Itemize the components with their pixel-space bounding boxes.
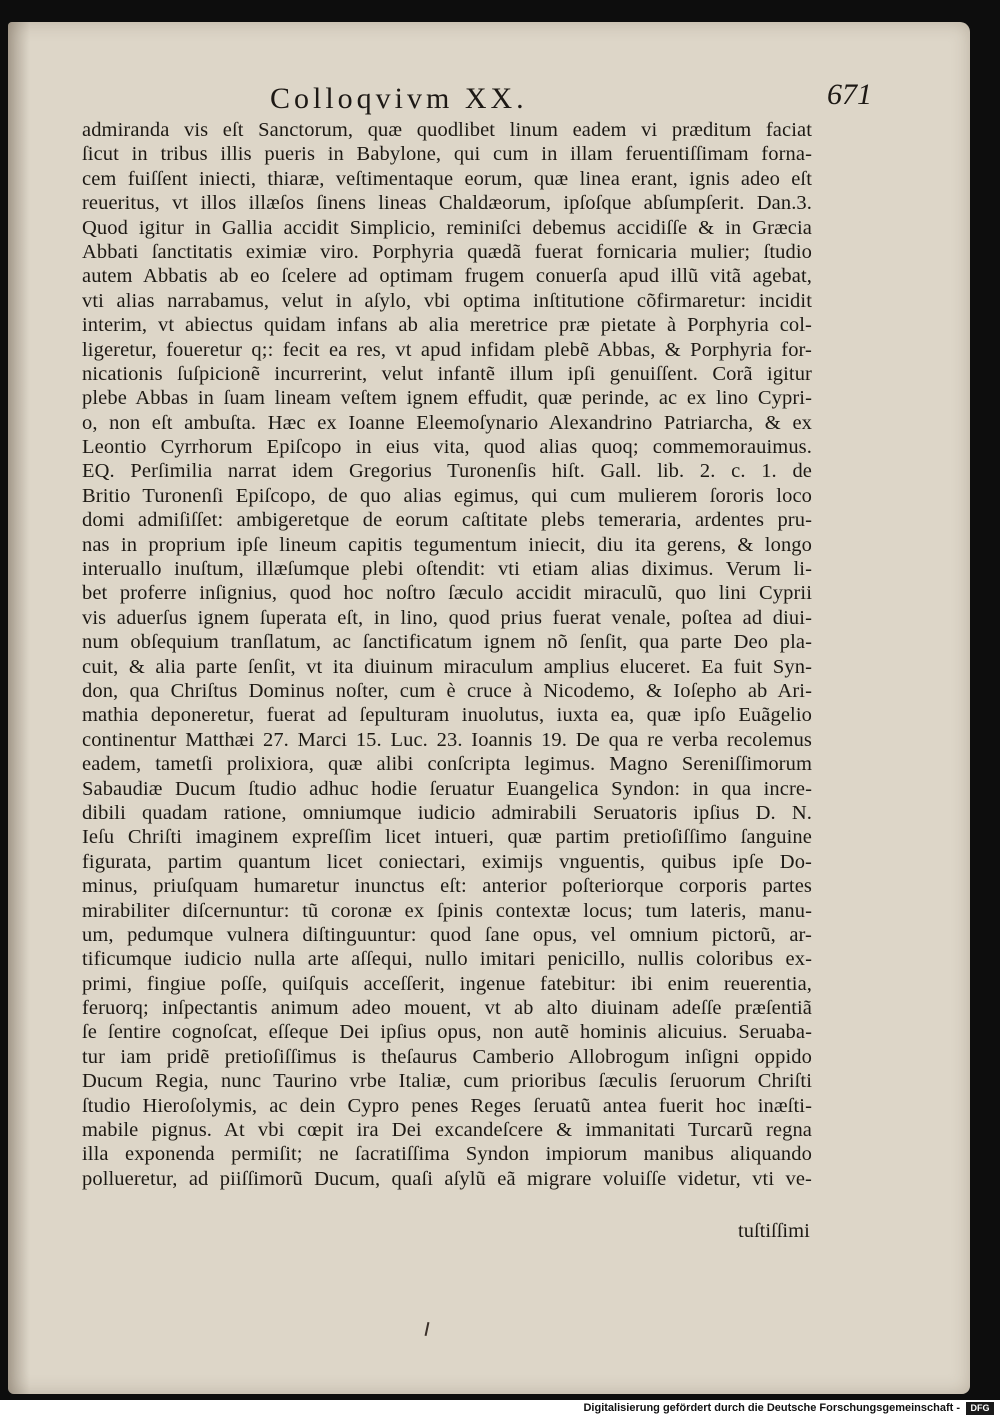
text-line: Abbati ſanctitatis eximiæ viro. Porphyria quædã fuerat fornicaria mulier; ſtudio: [82, 240, 812, 263]
text-line: Sabaudiæ Ducum ſtudio adhuc hodie ſeruatur Euangelica Syndon: in qua incre-: [82, 777, 812, 800]
text-line: don, qua Chriſtus Dominus noſter, cum è cruce à Nicodemo, & Ioſepho ab Ari-: [82, 679, 812, 702]
text-line: mirabiliter diſcernuntur: tũ coronæ ex ſpinis contextæ locus; tum lateris, manu-: [82, 899, 812, 922]
text-line: tur iam pridẽ pretioſiſſimus is theſaurus Camberio Allobrogum inſigni oppido: [82, 1045, 812, 1068]
text-line: eadem, tametſi prolixiora, quæ alibi conſcripta legimus. Magno Sereniſſimorum: [82, 753, 812, 776]
text-line: um, pedumque vulnera diſtinguuntur: quod ſane opus, vel omnium pictorũ, ar-: [82, 923, 812, 946]
page-header: [270, 78, 872, 122]
text-line: cem fuiſſent iniecti, thiaræ, veſtimentaque eorum, quæ linea erant, ignis adeo eſt: [82, 167, 812, 190]
text-line: cuit, & alia parte ſenſit, vt ita diuinum miraculum amplius eluceret. Ea fuit Syn-: [82, 655, 812, 678]
text-line: autem Abbatis ab eo ſcelere ad optimam frugem conuerſa apud illũ vitã agebat,: [82, 265, 812, 288]
text-line: vis aduerſus ignem ſuperata eſt, in lino, quod prius fuerat venale, poſtea ad diui-: [82, 606, 812, 629]
text-line: feruorq; inſpectantis animum adeo mouent, vt ab alto diuinam adeſſe præſentiã: [82, 997, 812, 1020]
text-line: Ieſu Chriſti imaginem expreſſim licet intueri, quæ partim pretioſiſſimo ſanguine: [82, 826, 812, 849]
text-line: ſe ſentire cognoſcat, eſſeque Dei ipſius opus, non autẽ hominis alicuius. Seruaba-: [82, 1021, 812, 1044]
text-line: Britio Turonenſi Epiſcopo, de quo alias egimus, qui cum mulierem ſororis loco: [82, 484, 812, 507]
text-line: Quod igitur in Gallia accidit Simplicio, reminiſci debemus accidiſſe & in Græcia: [82, 216, 812, 239]
text-line: mabile pignus. At vbi cœpit ira Dei excandeſcere & immanitati Turcarũ regna: [82, 1119, 812, 1142]
text-line: dibili quadam ratione, omniumque iudicio admirabili Seruatoris ipſius D. N.: [82, 801, 812, 824]
text-line: o, non eſt ambuſta. Hæc ex Ioanne Eleemoſynario Alexandrino Patriarcha, & ex: [82, 411, 812, 434]
spine-shadow: [8, 22, 30, 1394]
text-line: continentur Matthæi 27. Marci 15. Luc. 23. Ioannis 19. De qua re verba recolemus: [82, 728, 812, 751]
text-line: interim, vt abiectus quidam infans ab alia meretrice præ pietate à Porphyria col-: [82, 314, 812, 337]
text-line: illa exponenda permiſit; ne ſacratiſſima Syndon impiorum manibus aliquando: [82, 1143, 812, 1166]
text-line: bet proferre inſignius, quod hoc noſtro ſæculo accidit miraculũ, quo lini Cyprii: [82, 582, 812, 605]
text-line: domi admiſiſſet: ambigeretque de eorum caſtitate plebs temeraria, ardentes pru-: [82, 509, 812, 532]
text-line: Ducum Regia, nunc Taurino vrbe Italiæ, cum prioribus ſæculis ſeruorum Chriſti: [82, 1070, 812, 1093]
text-line: mathia deponeretur, fuerat ad ſepulturam inuolutus, iuxta ea, quæ ipſo Euãgelio: [82, 704, 812, 727]
text-line: figurata, partim quantum licet coniectari, eximijs vnguentis, quibus ipſe Do-: [82, 850, 812, 873]
text-line: Leontio Cyrrhorum Epiſcopo in eius vita, quod alias quoq; commemorauimus.: [82, 436, 812, 459]
dfg-logo-icon: DFG: [966, 1402, 994, 1415]
text-line: primi, fingiue poſſe, quiſquis acceſſerit, ingenue fatebitur: ibi enim reuerentia,: [82, 972, 812, 995]
text-line: pollueretur, ad piiſſimorũ Ducum, quaſi aſylũ eã migrare voluiſſe videtur, vti ve-: [82, 1167, 812, 1190]
text-line: num obſequium tranſlatum, ac ſanctificatum ignem nõ ſenſit, qua parte Deo pla-: [82, 631, 812, 654]
body-text: [82, 118, 812, 1191]
text-line: ſicut in tribus illis pueris in Babylone, qui cum in illam feruentiſſimam forna-: [82, 143, 812, 166]
text-line: EQ. Perſimilia narrat idem Gregorius Turonenſis hiſt. Gall. lib. 2. c. 1. de: [82, 460, 812, 483]
text-line: admiranda vis eſt Sanctorum, quæ quodlibet linum eadem vi præditum faciat: [82, 119, 812, 141]
text-line: nas in proprium ipſe lineum capitis tegumentum iniecit, diu ita gerens, & longo: [82, 533, 812, 556]
running-title: Colloqvivm XX.: [270, 82, 528, 115]
text-line: vti alias narrabamus, velut in aſylo, vbi optima inſtitutione cõfirmaretur: incidit: [82, 289, 812, 312]
catchword: tuſtiſſimi: [738, 1220, 810, 1242]
text-line: tificumque iudicio nulla arte aſſequi, nullo imitari penicillo, nullis coloribus ex-: [82, 948, 812, 971]
text-line: nicationis ſuſpicionẽ incurrerint, velut infantẽ illum ipſi genuiſſent. Corã igitur: [82, 362, 812, 385]
text-line: reueritus, vt illos illæſos ſinens lineas Chaldæorum, ipſoſque abſumpſerit. Dan.3.: [82, 192, 812, 215]
text-line: ſtudio Hieroſolymis, ac dein Cypro penes Reges ſeruatũ antea fuerit hoc inæſti-: [82, 1094, 812, 1117]
text-line: interuallo inuſtum, illæſumque plebi oſtendit: vti etiam alias diximus. Verum li-: [82, 558, 812, 581]
page-number: 671: [827, 78, 872, 111]
text-line: ligeretur, foueretur q;: fecit ea res, vt apud infidam plebẽ Abbas, & Porphyria for-: [82, 338, 812, 361]
footer-credit: Digitalisierung gefördert durch die Deutsche Forschungsgemeinschaft -: [583, 1402, 960, 1414]
text-line: minus, priuſquam humaretur inunctus eſt: anterior poſteriorque corporis partes: [82, 875, 812, 898]
text-line: plebe Abbas in ſuam lineam veſtem ignem effudit, quæ perinde, ac ex lino Cypri-: [82, 387, 812, 410]
footer-bar: [0, 1400, 1000, 1419]
